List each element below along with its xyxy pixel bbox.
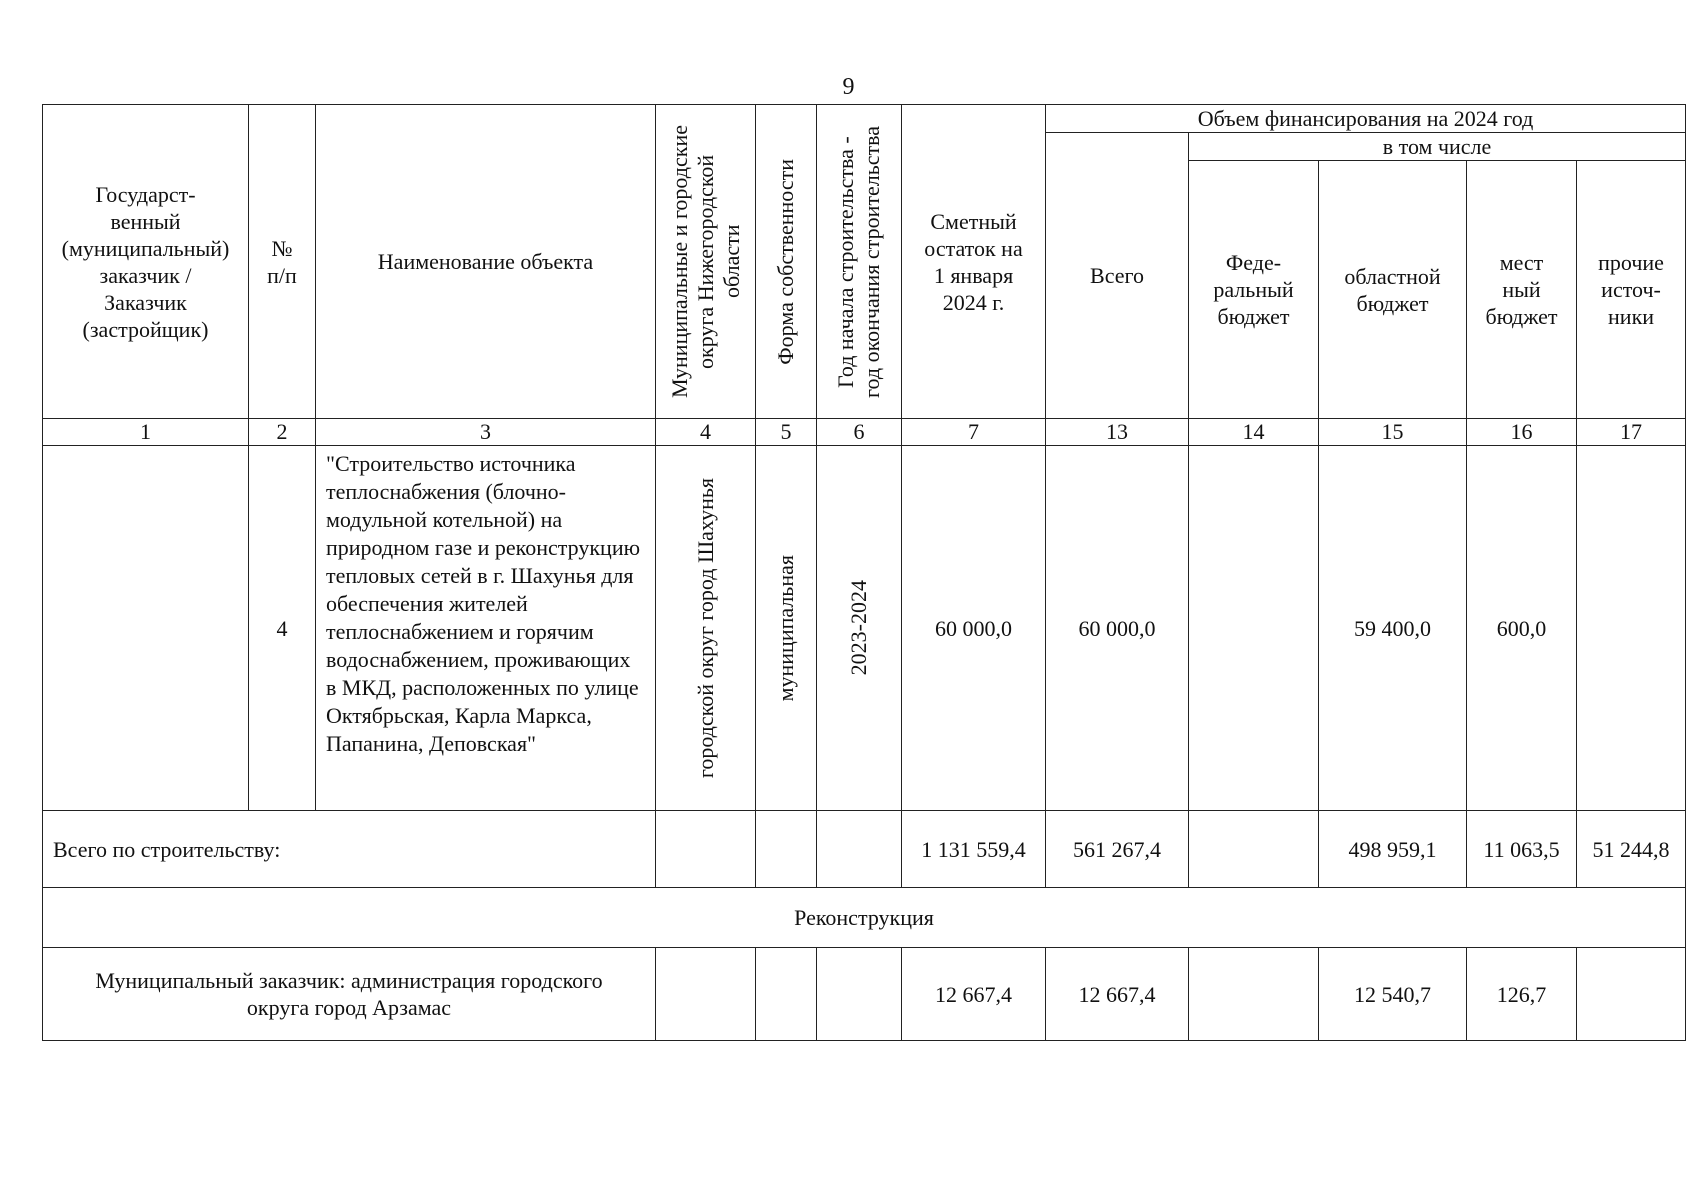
- column-number: 7: [902, 419, 1046, 446]
- table-row: [43, 446, 1686, 811]
- row-municipality: городской округ город Шахунья: [656, 446, 756, 811]
- header-regional: областной бюджет: [1319, 161, 1467, 419]
- column-number: 17: [1577, 419, 1686, 446]
- page-number: 9: [842, 74, 855, 100]
- construction-total-estimate: 1 131 559,4: [902, 811, 1046, 888]
- header-financing-title: Объем финансирования на 2024 год: [1046, 105, 1686, 133]
- column-number: 13: [1046, 419, 1189, 446]
- arzamas-estimate: 12 667,4: [902, 948, 1046, 1041]
- header-years: Год начала строительства - год окончания строительства: [817, 105, 902, 419]
- row-regional: 59 400,0: [1319, 446, 1467, 811]
- column-number: 1: [43, 419, 249, 446]
- row-customer: [43, 446, 249, 811]
- column-number: 16: [1467, 419, 1577, 446]
- column-number: 5: [756, 419, 817, 446]
- header-municipality: Муниципальные и городские округа Нижегородской области: [656, 105, 756, 419]
- header-federal: Феде- ральный бюджет: [1189, 161, 1319, 419]
- section-heading-row: [43, 888, 1686, 948]
- row-ownership: муниципальная: [756, 446, 817, 811]
- header-total: Всего: [1046, 133, 1189, 419]
- construction-total-label: Всего по строительству:: [43, 811, 656, 888]
- financing-table: [42, 104, 1686, 1041]
- header-other: прочие источ- ники: [1577, 161, 1686, 419]
- arzamas-customer-label: Муниципальный заказчик: администрация городского округа город Арзамас: [43, 948, 656, 1041]
- row-estimate: 60 000,0: [902, 446, 1046, 811]
- construction-total-row: [43, 811, 1686, 888]
- header-ownership: Форма собственности: [756, 105, 817, 419]
- construction-total-local: 11 063,5: [1467, 811, 1577, 888]
- row-years: 2023-2024: [817, 446, 902, 811]
- header-estimate: Сметный остаток на 1 января 2024 г.: [902, 105, 1046, 419]
- arzamas-total: 12 667,4: [1046, 948, 1189, 1041]
- column-number: 2: [249, 419, 316, 446]
- arzamas-federal: [1189, 948, 1319, 1041]
- column-number: 6: [817, 419, 902, 446]
- row-local: 600,0: [1467, 446, 1577, 811]
- construction-total-regional: 498 959,1: [1319, 811, 1467, 888]
- row-federal: [1189, 446, 1319, 811]
- arzamas-local: 126,7: [1467, 948, 1577, 1041]
- header-object-name: Наименование объекта: [316, 105, 656, 419]
- arzamas-row: [43, 948, 1686, 1041]
- header-customer: Государст- венный (муниципальный) заказчик / Заказчик (застройщик): [43, 105, 249, 419]
- column-number: 14: [1189, 419, 1319, 446]
- row-total: 60 000,0: [1046, 446, 1189, 811]
- arzamas-other: [1577, 948, 1686, 1041]
- row-object-name: "Строительство источника теплоснабжения (блочно-модульной котельной) на природном газе и реконструкцию тепловых сетей в г. Шахунья для обеспечения жителей теплоснабжением и горячим водоснабжением, проживающих в МКД, расположенных по улице Октябрьская, Карла Маркса, Папанина, Деповская": [316, 446, 656, 811]
- arzamas-regional: 12 540,7: [1319, 948, 1467, 1041]
- column-number: 4: [656, 419, 756, 446]
- column-number: 15: [1319, 419, 1467, 446]
- construction-total-total: 561 267,4: [1046, 811, 1189, 888]
- row-other: [1577, 446, 1686, 811]
- header-including: в том числе: [1189, 133, 1686, 161]
- column-number-row: [43, 419, 1686, 446]
- construction-total-federal: [1189, 811, 1319, 888]
- header-row-1: [43, 105, 1686, 133]
- section-heading-reconstruction: Реконструкция: [43, 888, 1686, 948]
- column-number: 3: [316, 419, 656, 446]
- construction-total-other: 51 244,8: [1577, 811, 1686, 888]
- header-local: мест ный бюджет: [1467, 161, 1577, 419]
- row-number: 4: [249, 446, 316, 811]
- header-number: № п/п: [249, 105, 316, 419]
